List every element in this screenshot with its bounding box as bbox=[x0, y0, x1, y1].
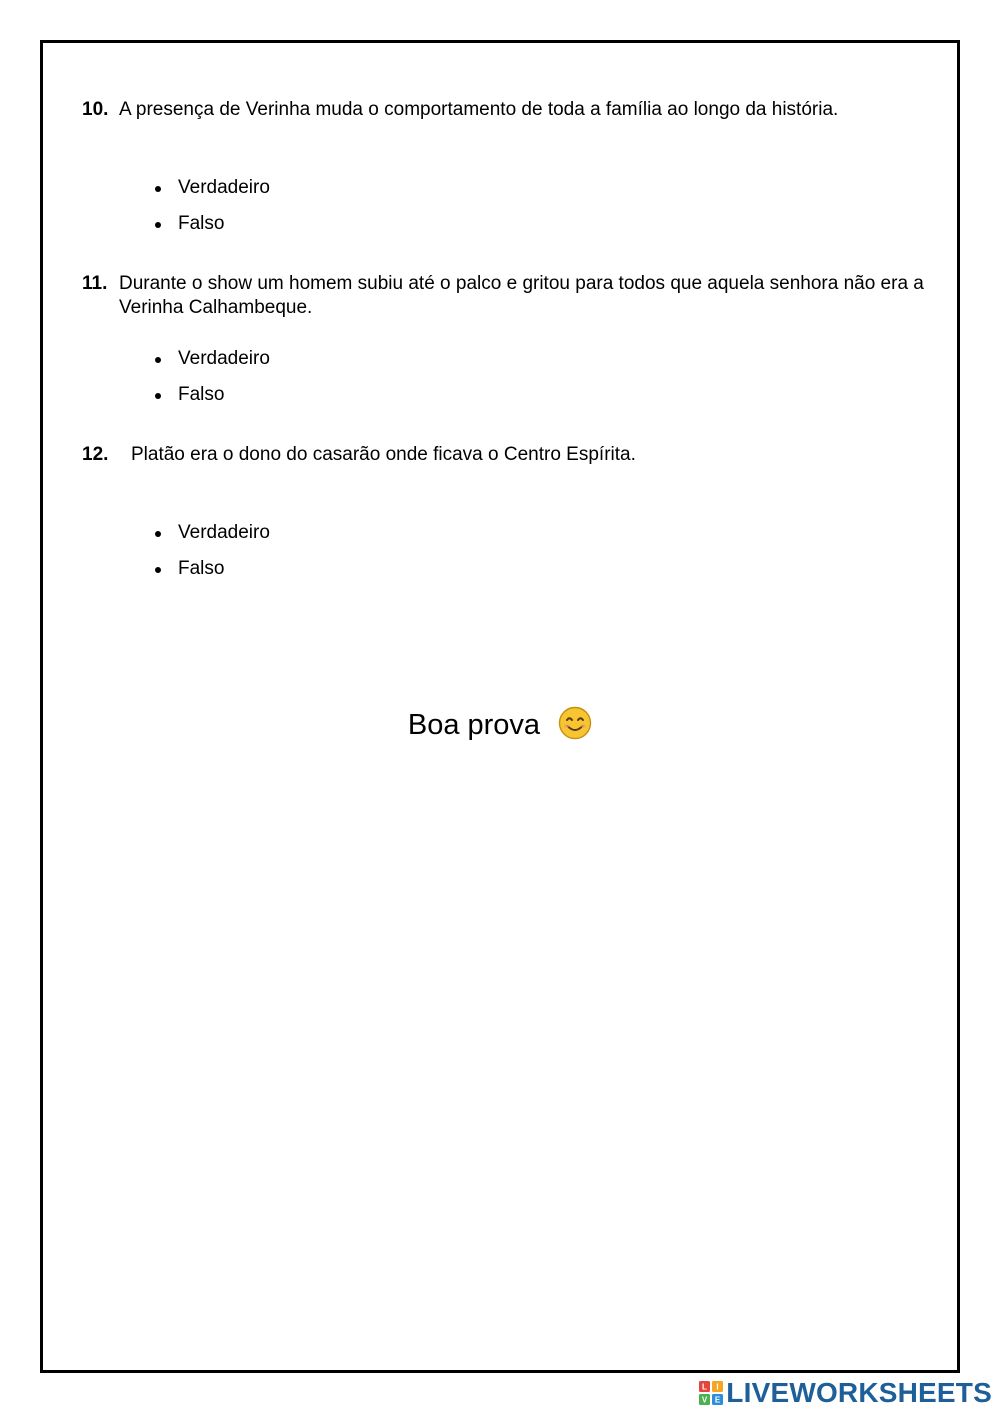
answer-options-12 bbox=[152, 521, 270, 593]
bullet-icon bbox=[155, 567, 161, 573]
bullet-icon bbox=[155, 393, 161, 399]
svg-text:L: L bbox=[702, 1382, 708, 1392]
option-label: Falso bbox=[178, 384, 225, 405]
svg-text:V: V bbox=[702, 1395, 708, 1405]
option-label: Verdadeiro bbox=[178, 522, 270, 543]
option-falso[interactable] bbox=[152, 212, 270, 248]
question-text: Platão era o dono do casarão onde ficava o Centro Espírita. bbox=[131, 444, 636, 465]
question-10 bbox=[82, 98, 942, 122]
option-verdadeiro[interactable] bbox=[152, 176, 270, 212]
liveworksheets-logo-icon bbox=[699, 1381, 723, 1405]
option-label: Verdadeiro bbox=[178, 348, 270, 369]
option-label: Verdadeiro bbox=[178, 177, 270, 198]
svg-text:E: E bbox=[715, 1395, 721, 1405]
bullet-icon bbox=[155, 531, 161, 537]
brand-name: LIVEWORKSHEETS bbox=[726, 1377, 992, 1408]
question-11 bbox=[82, 272, 942, 320]
option-label: Falso bbox=[178, 213, 225, 234]
closing-message bbox=[0, 703, 1000, 747]
answer-options-11 bbox=[152, 347, 270, 419]
question-number: 11. bbox=[82, 273, 108, 294]
option-verdadeiro[interactable] bbox=[152, 521, 270, 557]
bullet-icon bbox=[155, 357, 161, 363]
closing-text: Boa prova bbox=[407, 709, 541, 741]
question-text: A presença de Verinha muda o comportamento de toda a família ao longo da história. bbox=[119, 99, 839, 120]
option-falso[interactable] bbox=[152, 557, 270, 593]
option-falso[interactable] bbox=[152, 383, 270, 419]
bullet-icon bbox=[155, 186, 161, 192]
option-verdadeiro[interactable] bbox=[152, 347, 270, 383]
question-number: 12. bbox=[82, 444, 109, 465]
question-text: Durante o show um homem subiu até o palco e gritou para todos que aquela senhora não era a Verinha Calhambeque. bbox=[119, 273, 924, 318]
svg-text:I: I bbox=[716, 1382, 719, 1392]
bullet-icon bbox=[155, 222, 161, 228]
smiling-face-icon bbox=[558, 706, 592, 740]
question-number: 10. bbox=[82, 99, 109, 120]
answer-options-10 bbox=[152, 176, 270, 248]
option-label: Falso bbox=[178, 558, 225, 579]
question-12 bbox=[82, 443, 942, 467]
liveworksheets-brand[interactable] bbox=[699, 1376, 992, 1410]
